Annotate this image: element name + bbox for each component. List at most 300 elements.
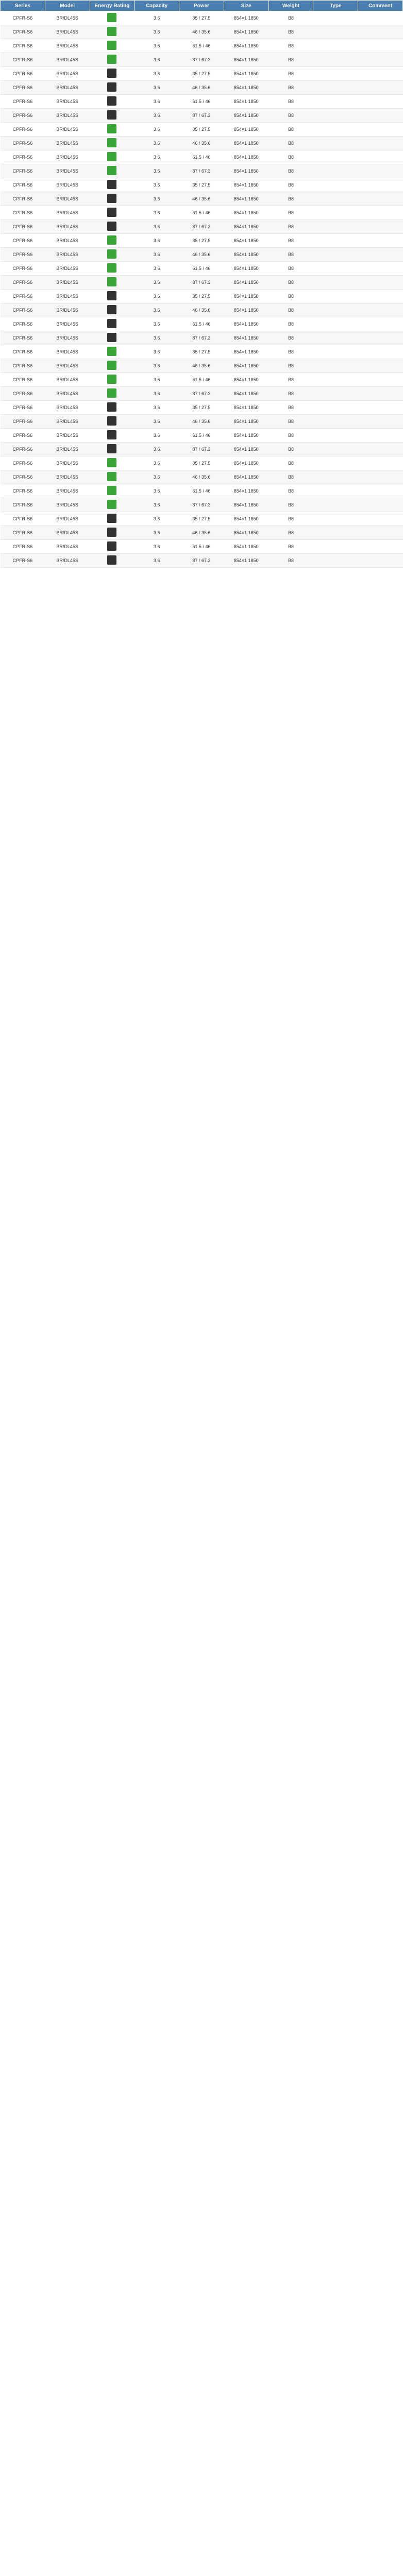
table-row [1,95,403,109]
energy-badge-cell [90,95,135,109]
cell-weight: B8 [268,220,313,234]
cell-model: BR/DL45S [45,387,90,401]
cell-cap: 3.6 [135,109,179,123]
cell-type [313,123,358,137]
energy-badge-cell [90,317,135,331]
cell-series: CPFR-S6 [1,206,45,220]
cell-power: 46 / 35.6 [179,248,224,262]
cell-size: 854×1 1850 [224,429,268,443]
energy-badge-cell [90,303,135,317]
column-header: Power [179,1,224,11]
cell-comment [358,373,403,387]
cell-weight: B8 [268,526,313,540]
cell-weight: B8 [268,178,313,192]
cell-comment [358,303,403,317]
cell-cap: 3.6 [135,387,179,401]
column-header: Type [313,1,358,11]
cell-power: 46 / 35.6 [179,25,224,39]
cell-model: BR/DL45S [45,276,90,290]
cell-comment [358,498,403,512]
cell-model: BR/DL45S [45,81,90,95]
table-row [1,290,403,303]
cell-model: BR/DL45S [45,290,90,303]
cell-model: BR/DL45S [45,540,90,554]
energy-badge-cell [90,220,135,234]
energy-rating-icon [107,347,116,356]
cell-model: BR/DL45S [45,470,90,484]
cell-comment [358,220,403,234]
table-row [1,373,403,387]
cell-model: BR/DL45S [45,456,90,470]
cell-series: CPFR-S6 [1,123,45,137]
cell-type [313,290,358,303]
cell-comment [358,331,403,345]
table-row [1,443,403,456]
energy-rating-icon [107,208,116,217]
cell-series: CPFR-S6 [1,443,45,456]
cell-power: 87 / 67.3 [179,53,224,67]
cell-comment [358,67,403,81]
cell-power: 46 / 35.6 [179,415,224,429]
cell-power: 87 / 67.3 [179,443,224,456]
cell-comment [358,290,403,303]
cell-model: BR/DL45S [45,262,90,276]
table-row [1,456,403,470]
table-row [1,512,403,526]
cell-size: 854×1 1850 [224,373,268,387]
cell-power: 35 / 27.5 [179,178,224,192]
cell-model: BR/DL45S [45,178,90,192]
cell-series: CPFR-S6 [1,387,45,401]
cell-size: 854×1 1850 [224,109,268,123]
energy-badge-cell [90,456,135,470]
cell-series: CPFR-S6 [1,164,45,178]
cell-size: 854×1 1850 [224,387,268,401]
cell-type [313,150,358,164]
cell-power: 87 / 67.3 [179,331,224,345]
cell-weight: B8 [268,470,313,484]
cell-weight: B8 [268,373,313,387]
cell-cap: 3.6 [135,415,179,429]
cell-type [313,373,358,387]
cell-series: CPFR-S6 [1,262,45,276]
cell-cap: 3.6 [135,95,179,109]
cell-power: 87 / 67.3 [179,387,224,401]
cell-series: CPFR-S6 [1,137,45,150]
cell-power: 35 / 27.5 [179,345,224,359]
cell-weight: B8 [268,554,313,568]
cell-model: BR/DL45S [45,498,90,512]
cell-series: CPFR-S6 [1,109,45,123]
energy-badge-cell [90,415,135,429]
column-header: Series [1,1,45,11]
cell-size: 854×1 1850 [224,137,268,150]
table-row [1,526,403,540]
cell-weight: B8 [268,234,313,248]
cell-power: 61.5 / 46 [179,317,224,331]
cell-weight: B8 [268,137,313,150]
cell-power: 46 / 35.6 [179,192,224,206]
cell-series: CPFR-S6 [1,373,45,387]
cell-series: CPFR-S6 [1,192,45,206]
cell-cap: 3.6 [135,234,179,248]
energy-rating-icon [107,249,116,259]
cell-series: CPFR-S6 [1,81,45,95]
energy-badge-cell [90,443,135,456]
table-row [1,470,403,484]
table-row [1,67,403,81]
energy-badge-cell [90,470,135,484]
cell-series: CPFR-S6 [1,498,45,512]
cell-cap: 3.6 [135,429,179,443]
energy-badge-cell [90,540,135,554]
energy-badge-cell [90,234,135,248]
cell-power: 87 / 67.3 [179,554,224,568]
cell-model: BR/DL45S [45,109,90,123]
cell-power: 46 / 35.6 [179,303,224,317]
cell-series: CPFR-S6 [1,331,45,345]
cell-power: 87 / 67.3 [179,276,224,290]
cell-comment [358,81,403,95]
cell-size: 854×1 1850 [224,526,268,540]
cell-power: 61.5 / 46 [179,206,224,220]
cell-weight: B8 [268,67,313,81]
table-row [1,554,403,568]
cell-series: CPFR-S6 [1,25,45,39]
cell-power: 46 / 35.6 [179,81,224,95]
table-row [1,150,403,164]
cell-series: CPFR-S6 [1,401,45,415]
energy-rating-icon [107,41,116,50]
cell-power: 35 / 27.5 [179,456,224,470]
cell-comment [358,150,403,164]
table-row [1,123,403,137]
cell-type [313,498,358,512]
cell-cap: 3.6 [135,220,179,234]
energy-rating-icon [107,152,116,161]
cell-series: CPFR-S6 [1,512,45,526]
energy-badge-cell [90,387,135,401]
table-row [1,192,403,206]
cell-size: 854×1 1850 [224,498,268,512]
energy-rating-icon [107,472,116,481]
cell-series: CPFR-S6 [1,39,45,53]
cell-size: 854×1 1850 [224,484,268,498]
cell-weight: B8 [268,276,313,290]
energy-rating-icon [107,458,116,467]
cell-size: 854×1 1850 [224,443,268,456]
energy-badge-cell [90,429,135,443]
cell-weight: B8 [268,39,313,53]
cell-type [313,331,358,345]
cell-model: BR/DL45S [45,554,90,568]
cell-cap: 3.6 [135,137,179,150]
cell-type [313,206,358,220]
cell-power: 46 / 35.6 [179,359,224,373]
cell-model: BR/DL45S [45,53,90,67]
cell-model: BR/DL45S [45,150,90,164]
cell-power: 61.5 / 46 [179,150,224,164]
cell-comment [358,387,403,401]
cell-comment [358,359,403,373]
energy-badge-cell [90,498,135,512]
cell-series: CPFR-S6 [1,317,45,331]
cell-cap: 3.6 [135,81,179,95]
cell-weight: B8 [268,109,313,123]
cell-comment [358,526,403,540]
cell-comment [358,345,403,359]
energy-rating-icon [107,69,116,78]
cell-weight: B8 [268,164,313,178]
cell-cap: 3.6 [135,39,179,53]
cell-power: 87 / 67.3 [179,220,224,234]
cell-series: CPFR-S6 [1,359,45,373]
cell-cap: 3.6 [135,206,179,220]
cell-comment [358,456,403,470]
cell-model: BR/DL45S [45,317,90,331]
cell-model: BR/DL45S [45,39,90,53]
cell-comment [358,512,403,526]
cell-cap: 3.6 [135,443,179,456]
energy-badge-cell [90,248,135,262]
cell-cap: 3.6 [135,512,179,526]
energy-rating-icon [107,235,116,245]
cell-power: 61.5 / 46 [179,540,224,554]
cell-comment [358,206,403,220]
energy-rating-icon [107,13,116,22]
cell-size: 854×1 1850 [224,512,268,526]
cell-model: BR/DL45S [45,206,90,220]
cell-type [313,95,358,109]
cell-comment [358,484,403,498]
energy-badge-cell [90,164,135,178]
cell-model: BR/DL45S [45,345,90,359]
cell-power: 35 / 27.5 [179,234,224,248]
energy-rating-icon [107,375,116,384]
cell-size: 854×1 1850 [224,25,268,39]
energy-rating-icon [107,388,116,398]
cell-series: CPFR-S6 [1,150,45,164]
cell-weight: B8 [268,345,313,359]
cell-cap: 3.6 [135,484,179,498]
energy-rating-icon [107,305,116,314]
cell-series: CPFR-S6 [1,540,45,554]
energy-rating-icon [107,361,116,370]
cell-type [313,484,358,498]
cell-power: 35 / 27.5 [179,67,224,81]
cell-comment [358,415,403,429]
cell-type [313,512,358,526]
energy-rating-icon [107,277,116,286]
cell-size: 854×1 1850 [224,456,268,470]
energy-badge-cell [90,484,135,498]
cell-model: BR/DL45S [45,137,90,150]
energy-rating-icon [107,541,116,551]
energy-badge-cell [90,345,135,359]
table-row [1,498,403,512]
cell-series: CPFR-S6 [1,248,45,262]
table-row [1,109,403,123]
cell-size: 854×1 1850 [224,317,268,331]
cell-weight: B8 [268,290,313,303]
energy-badge-cell [90,123,135,137]
energy-badge-cell [90,53,135,67]
energy-badge-cell [90,11,135,25]
table-row [1,234,403,248]
cell-weight: B8 [268,317,313,331]
cell-power: 35 / 27.5 [179,401,224,415]
cell-model: BR/DL45S [45,67,90,81]
energy-badge-cell [90,526,135,540]
cell-type [313,303,358,317]
column-header: Comment [358,1,403,11]
cell-cap: 3.6 [135,331,179,345]
table-row [1,25,403,39]
cell-size: 854×1 1850 [224,53,268,67]
cell-type [313,220,358,234]
cell-comment [358,192,403,206]
cell-weight: B8 [268,81,313,95]
energy-badge-cell [90,25,135,39]
cell-series: CPFR-S6 [1,415,45,429]
cell-cap: 3.6 [135,456,179,470]
cell-weight: B8 [268,512,313,526]
table-row [1,178,403,192]
column-header: Weight [268,1,313,11]
table-row [1,345,403,359]
cell-model: BR/DL45S [45,248,90,262]
cell-type [313,345,358,359]
cell-comment [358,53,403,67]
energy-badge-cell [90,109,135,123]
cell-size: 854×1 1850 [224,262,268,276]
cell-series: CPFR-S6 [1,484,45,498]
cell-cap: 3.6 [135,164,179,178]
cell-model: BR/DL45S [45,331,90,345]
cell-comment [358,317,403,331]
cell-size: 854×1 1850 [224,234,268,248]
cell-model: BR/DL45S [45,373,90,387]
cell-type [313,429,358,443]
cell-cap: 3.6 [135,345,179,359]
cell-size: 854×1 1850 [224,470,268,484]
energy-rating-icon [107,514,116,523]
cell-comment [358,25,403,39]
cell-series: CPFR-S6 [1,53,45,67]
cell-cap: 3.6 [135,498,179,512]
cell-model: BR/DL45S [45,512,90,526]
energy-rating-icon [107,194,116,203]
cell-cap: 3.6 [135,303,179,317]
cell-model: BR/DL45S [45,484,90,498]
cell-power: 61.5 / 46 [179,429,224,443]
cell-weight: B8 [268,206,313,220]
cell-comment [358,248,403,262]
energy-badge-cell [90,290,135,303]
energy-rating-icon [107,96,116,106]
energy-badge-cell [90,512,135,526]
energy-rating-icon [107,430,116,439]
cell-type [313,387,358,401]
cell-series: CPFR-S6 [1,429,45,443]
cell-comment [358,554,403,568]
table-header-row [1,1,403,11]
cell-cap: 3.6 [135,150,179,164]
cell-weight: B8 [268,415,313,429]
cell-weight: B8 [268,303,313,317]
cell-cap: 3.6 [135,470,179,484]
cell-size: 854×1 1850 [224,95,268,109]
cell-size: 854×1 1850 [224,248,268,262]
cell-series: CPFR-S6 [1,456,45,470]
cell-cap: 3.6 [135,401,179,415]
cell-model: BR/DL45S [45,164,90,178]
product-table [0,0,403,568]
cell-series: CPFR-S6 [1,526,45,540]
table-row [1,317,403,331]
cell-series: CPFR-S6 [1,95,45,109]
energy-badge-cell [90,137,135,150]
energy-rating-icon [107,291,116,300]
cell-size: 854×1 1850 [224,206,268,220]
cell-weight: B8 [268,540,313,554]
cell-power: 46 / 35.6 [179,137,224,150]
cell-size: 854×1 1850 [224,123,268,137]
energy-badge-cell [90,67,135,81]
cell-power: 35 / 27.5 [179,512,224,526]
cell-model: BR/DL45S [45,192,90,206]
table-row [1,359,403,373]
cell-type [313,317,358,331]
cell-size: 854×1 1850 [224,81,268,95]
table-row [1,11,403,25]
cell-size: 854×1 1850 [224,39,268,53]
cell-weight: B8 [268,150,313,164]
cell-cap: 3.6 [135,317,179,331]
cell-cap: 3.6 [135,53,179,67]
cell-size: 854×1 1850 [224,290,268,303]
cell-comment [358,262,403,276]
cell-series: CPFR-S6 [1,178,45,192]
energy-badge-cell [90,178,135,192]
cell-series: CPFR-S6 [1,67,45,81]
cell-cap: 3.6 [135,526,179,540]
cell-type [313,248,358,262]
cell-series: CPFR-S6 [1,290,45,303]
cell-type [313,25,358,39]
table-row [1,248,403,262]
cell-type [313,178,358,192]
energy-rating-icon [107,319,116,328]
table-row [1,220,403,234]
cell-size: 854×1 1850 [224,11,268,25]
cell-comment [358,429,403,443]
cell-size: 854×1 1850 [224,220,268,234]
energy-rating-icon [107,124,116,133]
energy-rating-icon [107,500,116,509]
cell-power: 87 / 67.3 [179,498,224,512]
cell-weight: B8 [268,25,313,39]
cell-weight: B8 [268,53,313,67]
energy-badge-cell [90,81,135,95]
cell-comment [358,443,403,456]
cell-model: BR/DL45S [45,303,90,317]
cell-weight: B8 [268,331,313,345]
cell-type [313,53,358,67]
cell-power: 61.5 / 46 [179,262,224,276]
cell-power: 46 / 35.6 [179,526,224,540]
cell-power: 35 / 27.5 [179,290,224,303]
